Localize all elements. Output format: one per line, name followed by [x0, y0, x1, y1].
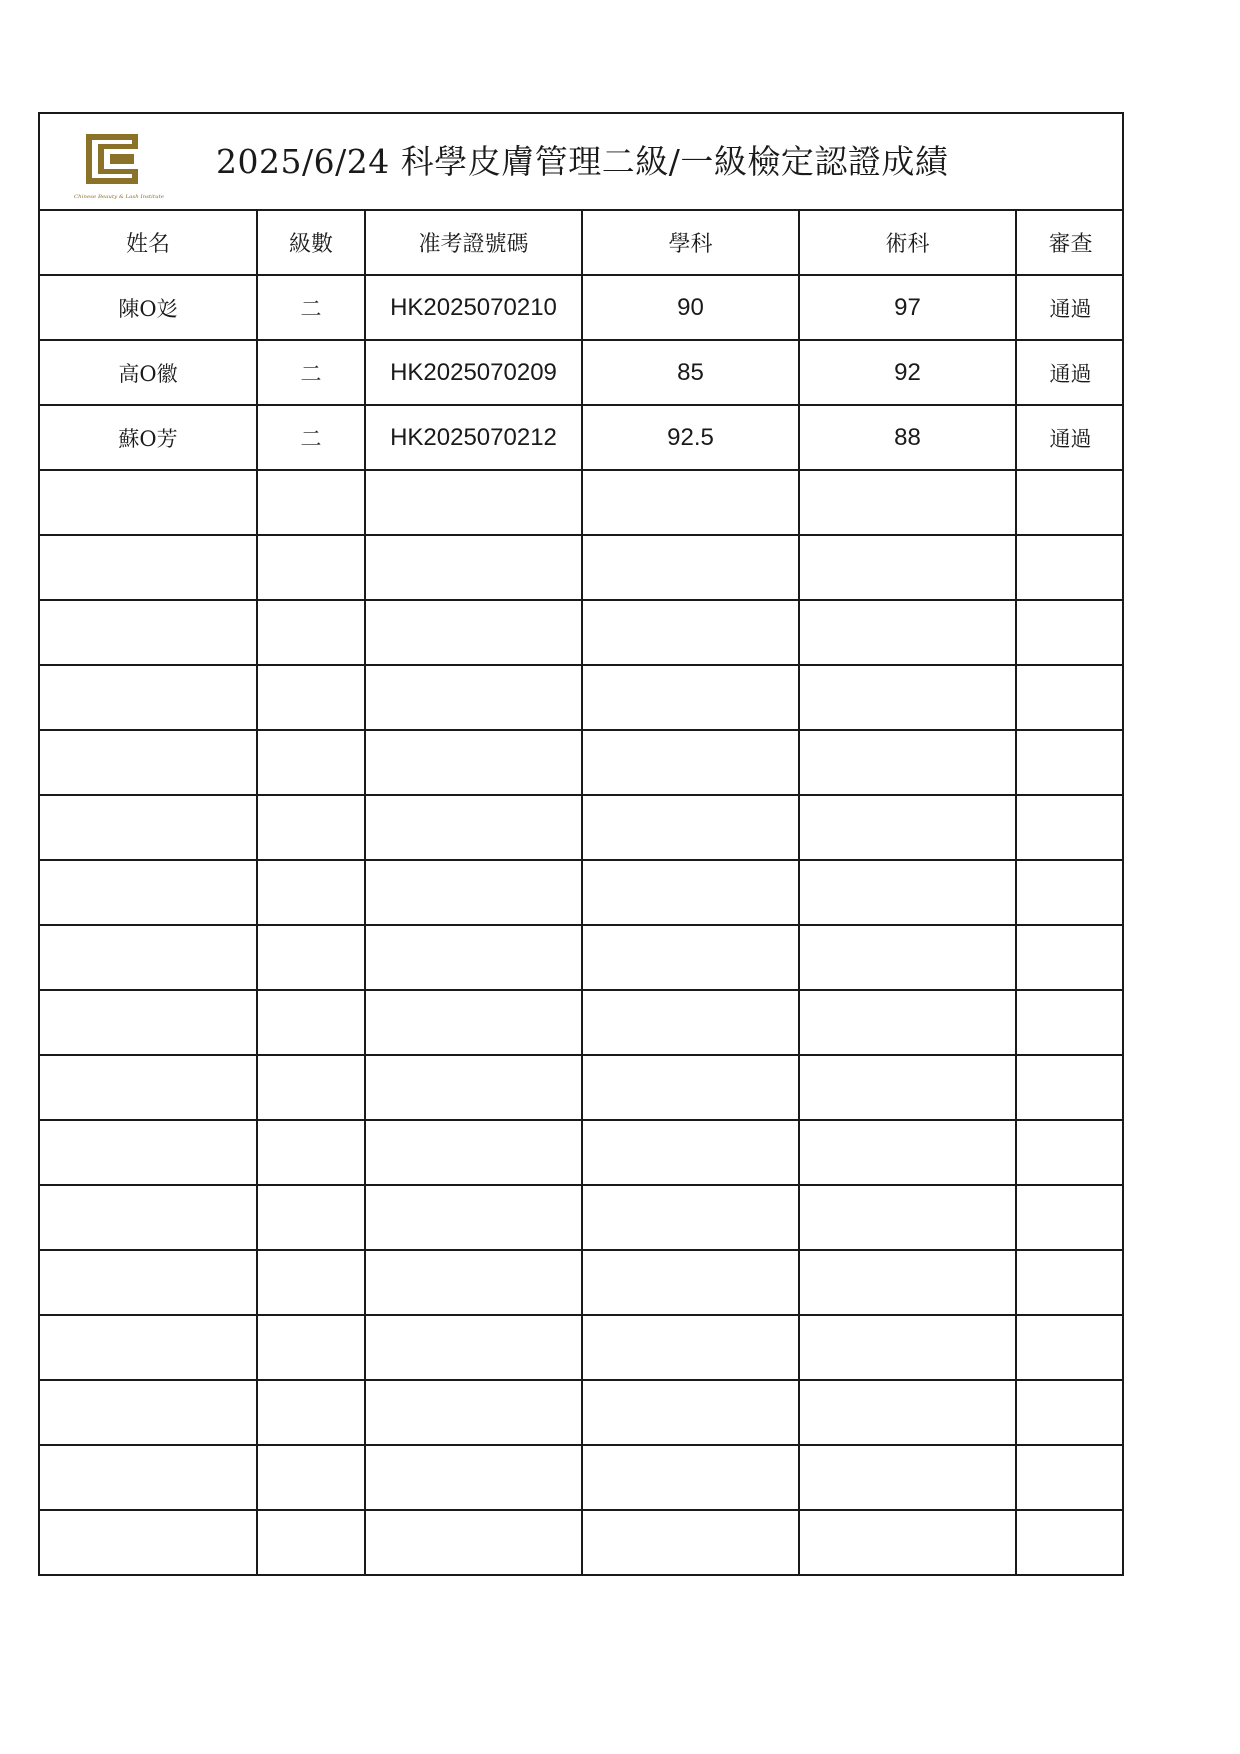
empty-table-row — [40, 1380, 1124, 1445]
blank-review-cell — [1016, 860, 1124, 925]
logo-tagline: Chinese Beauty & Lash Institute — [74, 195, 150, 200]
blank-theory-cell — [582, 1185, 799, 1250]
empty-table-row — [40, 1445, 1124, 1510]
empty-table-row — [40, 990, 1124, 1055]
blank-ticket-cell — [365, 990, 582, 1055]
empty-table-row — [40, 860, 1124, 925]
blank-practical-cell — [799, 925, 1016, 990]
blank-practical-cell — [799, 1185, 1016, 1250]
blank-review-cell — [1016, 1120, 1124, 1185]
review-status: 通過 — [1016, 275, 1124, 340]
blank-ticket-cell — [365, 795, 582, 860]
blank-ticket-cell — [365, 600, 582, 665]
blank-ticket-cell — [365, 1120, 582, 1185]
blank-theory-cell — [582, 925, 799, 990]
blank-review-cell — [1016, 1445, 1124, 1510]
theory-score: 90 — [582, 275, 799, 340]
blank-name-cell — [40, 1055, 257, 1120]
blank-name-cell — [40, 1250, 257, 1315]
blank-level-cell — [257, 1510, 365, 1574]
empty-table-row — [40, 665, 1124, 730]
blank-level-cell — [257, 1445, 365, 1510]
blank-ticket-cell — [365, 925, 582, 990]
blank-practical-cell — [799, 730, 1016, 795]
blank-level-cell — [257, 795, 365, 860]
blank-review-cell — [1016, 990, 1124, 1055]
blank-name-cell — [40, 1315, 257, 1380]
candidate-level: 二 — [257, 275, 365, 340]
blank-level-cell — [257, 1315, 365, 1380]
empty-table-row — [40, 470, 1124, 535]
table-row — [40, 405, 1124, 470]
blank-review-cell — [1016, 470, 1124, 535]
blank-review-cell — [1016, 925, 1124, 990]
table-row — [40, 340, 1124, 405]
candidate-name: 蘇O芳 — [40, 405, 257, 470]
blank-ticket-cell — [365, 1315, 582, 1380]
header-theory-score: 學科 — [582, 211, 799, 275]
blank-name-cell — [40, 600, 257, 665]
blank-review-cell — [1016, 1510, 1124, 1574]
blank-practical-cell — [799, 600, 1016, 665]
page-title: 2025/6/24 科學皮膚管理二級/一級檢定認證成績 — [216, 142, 949, 181]
results-sheet — [38, 112, 1124, 1576]
blank-review-cell — [1016, 665, 1124, 730]
header-name: 姓名 — [40, 211, 257, 275]
blank-name-cell — [40, 535, 257, 600]
blank-theory-cell — [582, 600, 799, 665]
header-review: 審查 — [1016, 211, 1124, 275]
blank-level-cell — [257, 600, 365, 665]
blank-ticket-cell — [365, 1055, 582, 1120]
blank-practical-cell — [799, 535, 1016, 600]
blank-name-cell — [40, 795, 257, 860]
blank-ticket-cell — [365, 1250, 582, 1315]
blank-name-cell — [40, 925, 257, 990]
practical-score: 92 — [799, 340, 1016, 405]
blank-theory-cell — [582, 1315, 799, 1380]
theory-score: 85 — [582, 340, 799, 405]
candidate-name: 高O徽 — [40, 340, 257, 405]
blank-theory-cell — [582, 470, 799, 535]
blank-name-cell — [40, 470, 257, 535]
ticket-number: HK2025070212 — [365, 405, 582, 470]
review-status: 通過 — [1016, 405, 1124, 470]
header-practical-score: 術科 — [799, 211, 1016, 275]
blank-ticket-cell — [365, 665, 582, 730]
blank-level-cell — [257, 730, 365, 795]
empty-table-row — [40, 1120, 1124, 1185]
blank-theory-cell — [582, 1445, 799, 1510]
table-row — [40, 275, 1124, 340]
review-status: 通過 — [1016, 340, 1124, 405]
blank-ticket-cell — [365, 1380, 582, 1445]
blank-review-cell — [1016, 1250, 1124, 1315]
blank-level-cell — [257, 1250, 365, 1315]
blank-level-cell — [257, 1120, 365, 1185]
blank-review-cell — [1016, 1055, 1124, 1120]
blank-name-cell — [40, 1380, 257, 1445]
empty-table-row — [40, 1315, 1124, 1380]
theory-score: 92.5 — [582, 405, 799, 470]
blank-theory-cell — [582, 1250, 799, 1315]
blank-practical-cell — [799, 1510, 1016, 1574]
candidate-name: 陳O彣 — [40, 275, 257, 340]
blank-level-cell — [257, 665, 365, 730]
results-table — [40, 211, 1124, 1574]
blank-name-cell — [40, 730, 257, 795]
blank-review-cell — [1016, 535, 1124, 600]
blank-review-cell — [1016, 730, 1124, 795]
empty-table-row — [40, 1185, 1124, 1250]
blank-review-cell — [1016, 1315, 1124, 1380]
blank-name-cell — [40, 665, 257, 730]
blank-name-cell — [40, 1445, 257, 1510]
practical-score: 97 — [799, 275, 1016, 340]
blank-name-cell — [40, 1120, 257, 1185]
blank-level-cell — [257, 925, 365, 990]
header-ticket-number: 准考證號碼 — [365, 211, 582, 275]
blank-level-cell — [257, 990, 365, 1055]
blank-theory-cell — [582, 1510, 799, 1574]
blank-ticket-cell — [365, 860, 582, 925]
practical-score: 88 — [799, 405, 1016, 470]
blank-practical-cell — [799, 665, 1016, 730]
blank-level-cell — [257, 470, 365, 535]
blank-name-cell — [40, 1185, 257, 1250]
blank-theory-cell — [582, 990, 799, 1055]
blank-practical-cell — [799, 1445, 1016, 1510]
blank-review-cell — [1016, 795, 1124, 860]
header-row — [40, 211, 1124, 275]
blank-theory-cell — [582, 535, 799, 600]
empty-table-row — [40, 925, 1124, 990]
blank-practical-cell — [799, 1120, 1016, 1185]
blank-practical-cell — [799, 1055, 1016, 1120]
empty-table-row — [40, 600, 1124, 665]
ticket-number: HK2025070209 — [365, 340, 582, 405]
blank-level-cell — [257, 535, 365, 600]
blank-practical-cell — [799, 990, 1016, 1055]
blank-name-cell — [40, 1510, 257, 1574]
blank-practical-cell — [799, 470, 1016, 535]
blank-theory-cell — [582, 1055, 799, 1120]
blank-theory-cell — [582, 860, 799, 925]
empty-table-row — [40, 1510, 1124, 1574]
candidate-level: 二 — [257, 405, 365, 470]
title-row — [40, 114, 1122, 211]
blank-level-cell — [257, 1055, 365, 1120]
ticket-number: HK2025070210 — [365, 275, 582, 340]
blank-theory-cell — [582, 665, 799, 730]
blank-ticket-cell — [365, 1445, 582, 1510]
blank-theory-cell — [582, 1120, 799, 1185]
blank-practical-cell — [799, 860, 1016, 925]
blank-practical-cell — [799, 1380, 1016, 1445]
blank-theory-cell — [582, 1380, 799, 1445]
candidate-level: 二 — [257, 340, 365, 405]
blank-theory-cell — [582, 730, 799, 795]
blank-name-cell — [40, 990, 257, 1055]
blank-name-cell — [40, 860, 257, 925]
blank-level-cell — [257, 1185, 365, 1250]
blank-ticket-cell — [365, 1185, 582, 1250]
blank-review-cell — [1016, 1380, 1124, 1445]
blank-ticket-cell — [365, 535, 582, 600]
empty-table-row — [40, 1250, 1124, 1315]
empty-table-row — [40, 535, 1124, 600]
blank-ticket-cell — [365, 1510, 582, 1574]
blank-level-cell — [257, 860, 365, 925]
blank-level-cell — [257, 1380, 365, 1445]
blank-review-cell — [1016, 600, 1124, 665]
empty-table-row — [40, 1055, 1124, 1120]
empty-table-row — [40, 730, 1124, 795]
blank-theory-cell — [582, 795, 799, 860]
institute-logo-icon — [74, 132, 164, 204]
blank-ticket-cell — [365, 470, 582, 535]
blank-practical-cell — [799, 795, 1016, 860]
empty-table-row — [40, 795, 1124, 860]
header-level: 級數 — [257, 211, 365, 275]
blank-practical-cell — [799, 1250, 1016, 1315]
blank-review-cell — [1016, 1185, 1124, 1250]
blank-ticket-cell — [365, 730, 582, 795]
blank-practical-cell — [799, 1315, 1016, 1380]
